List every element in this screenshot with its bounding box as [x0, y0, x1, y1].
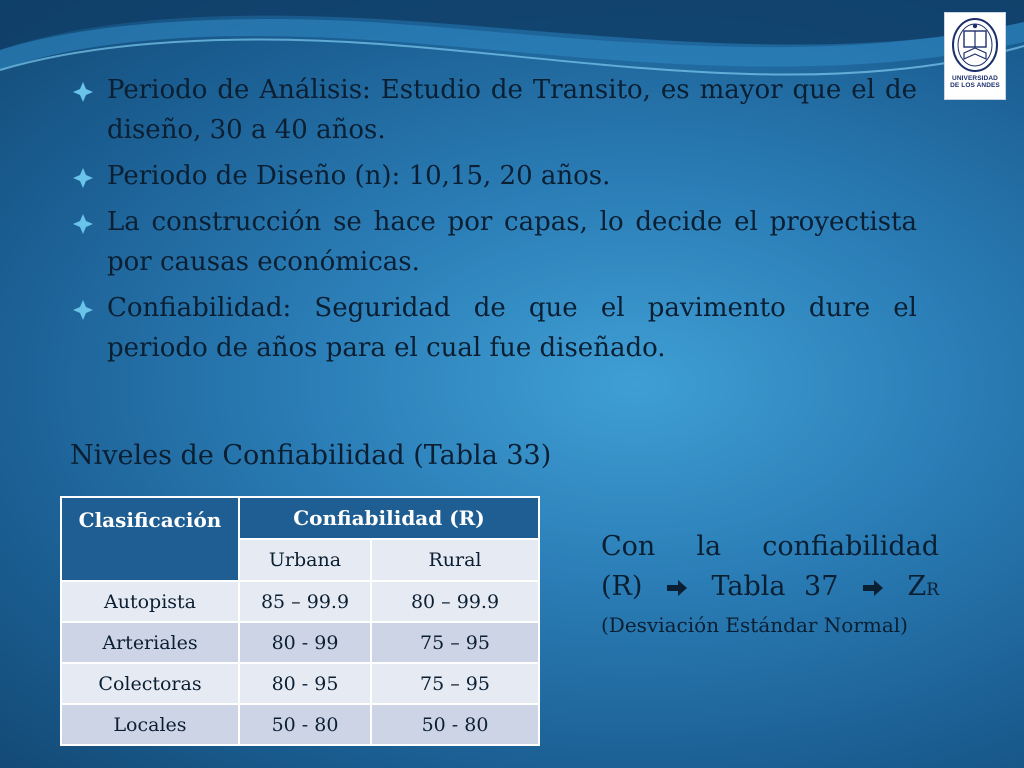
cell-clase: Arteriales	[61, 622, 239, 663]
header-clasificacion: Clasificación	[61, 497, 239, 581]
note-line-2	[601, 567, 939, 610]
logo-caption	[950, 75, 1000, 89]
diamond-bullet-icon	[72, 81, 94, 103]
table-row	[61, 622, 539, 663]
note-zr	[907, 571, 939, 602]
cell-clase: Locales	[61, 704, 239, 745]
table-row	[61, 581, 539, 622]
cell-urbana: 50 - 80	[239, 704, 371, 745]
diamond-bullet-icon	[72, 299, 94, 321]
cell-rural: 50 - 80	[371, 704, 539, 745]
bullet-text: Periodo de Diseño (n): 10,15, 20 años.	[107, 161, 611, 191]
table-row	[61, 704, 539, 745]
logo-line-2: DE LOS ANDES	[950, 82, 1000, 89]
table-row	[61, 663, 539, 704]
bullet-item-confiabilidad	[72, 288, 917, 368]
cell-urbana: 80 - 99	[239, 622, 371, 663]
bullet-text: Periodo de Análisis: Estudio de Transito, es mayor que el de diseño, 30 a 40 años.	[107, 75, 917, 145]
note-z: Z	[907, 571, 927, 602]
logo-line-1: UNIVERSIDAD	[952, 75, 998, 82]
cell-rural: 75 – 95	[371, 622, 539, 663]
note-r-label: (R)	[601, 571, 643, 602]
bullet-item-construccion	[72, 202, 917, 282]
bullet-item-diseno	[72, 156, 917, 196]
diamond-bullet-icon	[72, 167, 94, 189]
note-line-1: Con la confiabilidad	[601, 531, 939, 562]
bullet-list	[72, 70, 917, 374]
cell-rural: 75 – 95	[371, 663, 539, 704]
cell-urbana: 85 – 99.9	[239, 581, 371, 622]
bullet-item-analisis	[72, 70, 917, 150]
confiabilidad-note	[601, 527, 939, 640]
confiabilidad-table	[60, 496, 540, 746]
diamond-bullet-icon	[72, 213, 94, 235]
note-z-subscript: R	[926, 580, 940, 600]
cell-rural: 80 – 99.9	[371, 581, 539, 622]
subheader-rural: Rural	[371, 539, 539, 581]
arrow-right-icon	[665, 578, 689, 598]
cell-urbana: 80 - 95	[239, 663, 371, 704]
note-tabla: Tabla 37	[711, 571, 839, 602]
bullet-text: La construcción se hace por capas, lo decide el proyectista por causas económicas.	[107, 207, 917, 277]
university-logo	[944, 12, 1006, 100]
section-subtitle: Niveles de Confiabilidad (Tabla 33)	[70, 440, 552, 471]
header-confiabilidad: Confiabilidad (R)	[239, 497, 539, 539]
cell-clase: Autopista	[61, 581, 239, 622]
cell-clase: Colectoras	[61, 663, 239, 704]
subheader-urbana: Urbana	[239, 539, 371, 581]
note-line-3: (Desviación Estándar Normal)	[601, 613, 908, 637]
university-seal-icon	[951, 17, 999, 73]
bullet-text: Confiabilidad: Seguridad de que el pavimento dure el periodo de años para el cual fue diseñado.	[107, 293, 917, 363]
arrow-right-icon	[861, 578, 885, 598]
